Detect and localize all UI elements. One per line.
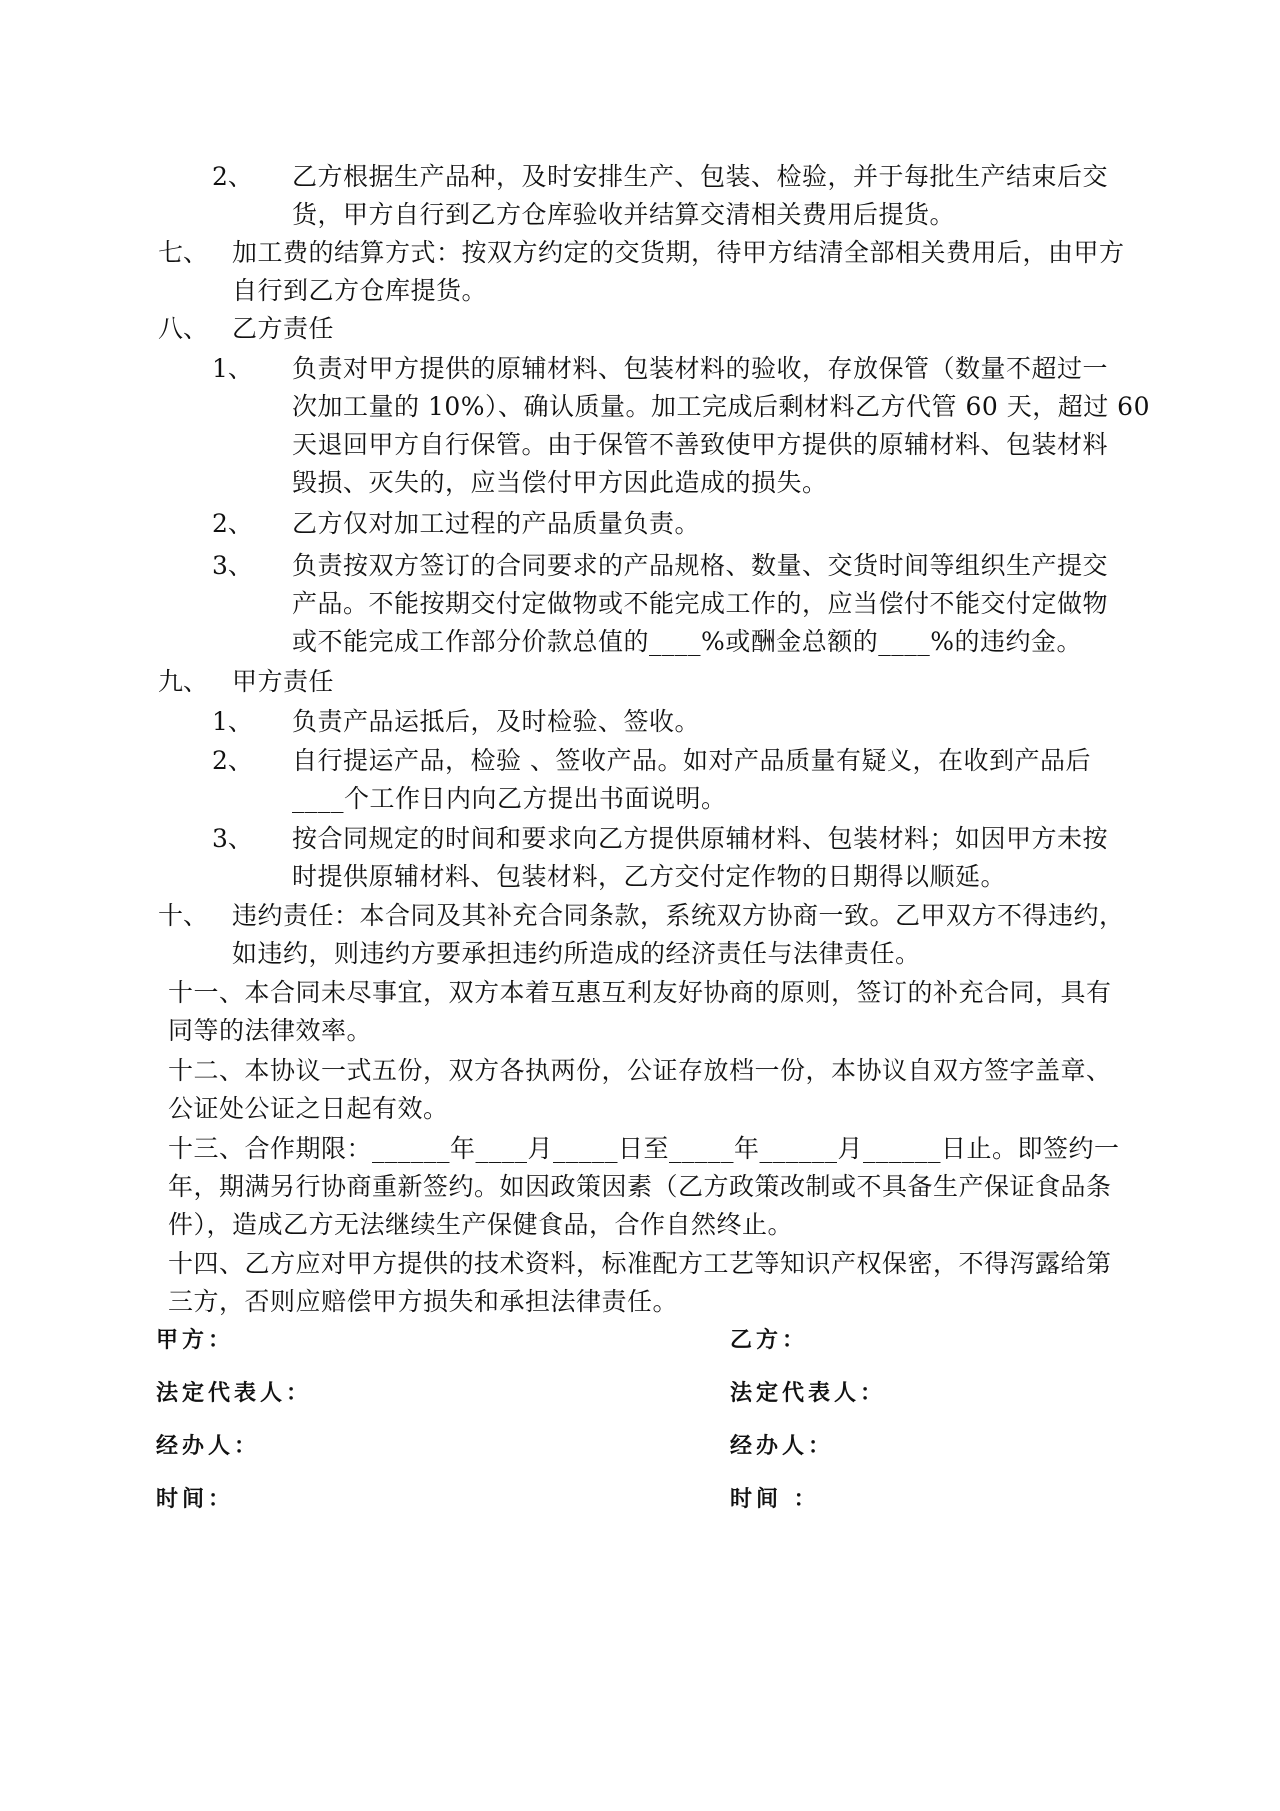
paragraph-line: 负责产品运抵后，及时检验、签收。: [292, 707, 701, 736]
paragraph-line: 货，甲方自行到乙方仓库验收并结算交清相关费用后提货。: [292, 200, 956, 229]
paragraph-line: 同等的法律效率。: [168, 1016, 373, 1045]
paragraph-line: ____个工作日内向乙方提出书面说明。: [292, 784, 727, 813]
section-number: 十、: [158, 901, 209, 930]
paragraph-line: 时提供原辅材料、包装材料，乙方交付定作物的日期得以顺延。: [292, 862, 1007, 891]
item-number: 2、: [212, 162, 253, 191]
section-heading: 甲方责任: [232, 667, 335, 696]
party-a-date-label: 时间：: [156, 1487, 235, 1512]
paragraph-line: 十二、本协议一式五份，双方各执两份，公证存放档一份，本协议自双方签字盖章、: [168, 1056, 1112, 1085]
paragraph-line: 自行到乙方仓库提货。: [232, 276, 488, 305]
party-b-handler-label: 经办人：: [730, 1434, 835, 1459]
paragraph-line: 按合同规定的时间和要求向乙方提供原辅材料、包装材料；如因甲方未按: [292, 824, 1109, 853]
section-number: 九、: [158, 667, 209, 696]
party-b-date-label: 时间 ：: [730, 1487, 820, 1512]
party-a-handler-label: 经办人：: [156, 1434, 261, 1459]
paragraph-line: 次加工量的 10%）、确认质量。加工完成后剩材料乙方代管 60 天，超过 60: [292, 392, 1150, 421]
paragraph-line: 十四、乙方应对甲方提供的技术资料，标准配方工艺等知识产权保密，不得泻露给第: [168, 1249, 1112, 1278]
paragraph-line: 加工费的结算方式：按双方约定的交货期，待甲方结清全部相关费用后，由甲方: [232, 238, 1125, 267]
paragraph-line: 如违约，则违约方要承担违约所造成的经济责任与法律责任。: [232, 939, 921, 968]
paragraph-line: 公证处公证之日起有效。: [168, 1094, 449, 1123]
party-a-label: 甲方：: [156, 1328, 235, 1353]
item-number: 3、: [212, 824, 253, 853]
section-number: 七、: [158, 238, 209, 267]
paragraph-line: 十三、合作期限：______年____月_____日至_____年______月______日止。即签约一: [168, 1134, 1120, 1163]
party-a-representative-label: 法定代表人：: [156, 1381, 313, 1406]
paragraph-line: 毁损、灭失的，应当偿付甲方因此造成的损失。: [292, 468, 828, 497]
paragraph-line: 乙方根据生产品种，及时安排生产、包装、检验，并于每批生产结束后交: [292, 162, 1109, 191]
party-b-representative-label: 法定代表人：: [730, 1381, 887, 1406]
paragraph-line: 自行提运产品，检验 、签收产品。如对产品质量有疑义，在收到产品后: [292, 746, 1091, 775]
item-number: 3、: [212, 551, 253, 580]
paragraph-line: 产品。不能按期交付定做物或不能完成工作的，应当偿付不能交付定做物: [292, 589, 1109, 618]
paragraph-line: 或不能完成工作部分价款总值的____%或酬金总额的____%的违约金。: [292, 627, 1083, 656]
paragraph-line: 年，期满另行协商重新签约。如因政策因素（乙方政策改制或不具备生产保证食品条: [168, 1172, 1112, 1201]
paragraph-line: 负责对甲方提供的原辅材料、包装材料的验收，存放保管（数量不超过一: [292, 354, 1109, 383]
paragraph-line: 三方，否则应赔偿甲方损失和承担法律责任。: [168, 1287, 679, 1316]
paragraph-line: 负责按双方签订的合同要求的产品规格、数量、交货时间等组织生产提交: [292, 551, 1109, 580]
paragraph-line: 天退回甲方自行保管。由于保管不善致使甲方提供的原辅材料、包装材料: [292, 430, 1109, 459]
section-heading: 乙方责任: [232, 314, 335, 343]
paragraph-line: 乙方仅对加工过程的产品质量负责。: [292, 509, 701, 538]
section-number: 八、: [158, 314, 209, 343]
paragraph-line: 违约责任：本合同及其补充合同条款，系统双方协商一致。乙甲双方不得违约，: [232, 901, 1125, 930]
item-number: 1、: [212, 707, 253, 736]
party-b-label: 乙方：: [730, 1328, 809, 1353]
paragraph-line: 件），造成乙方无法继续生产保健食品，合作自然终止。: [168, 1210, 794, 1239]
item-number: 2、: [212, 509, 253, 538]
item-number: 1、: [212, 354, 253, 383]
item-number: 2、: [212, 746, 253, 775]
paragraph-line: 十一、本合同未尽事宜，双方本着互惠互利友好协商的原则，签订的补充合同，具有: [168, 978, 1112, 1007]
